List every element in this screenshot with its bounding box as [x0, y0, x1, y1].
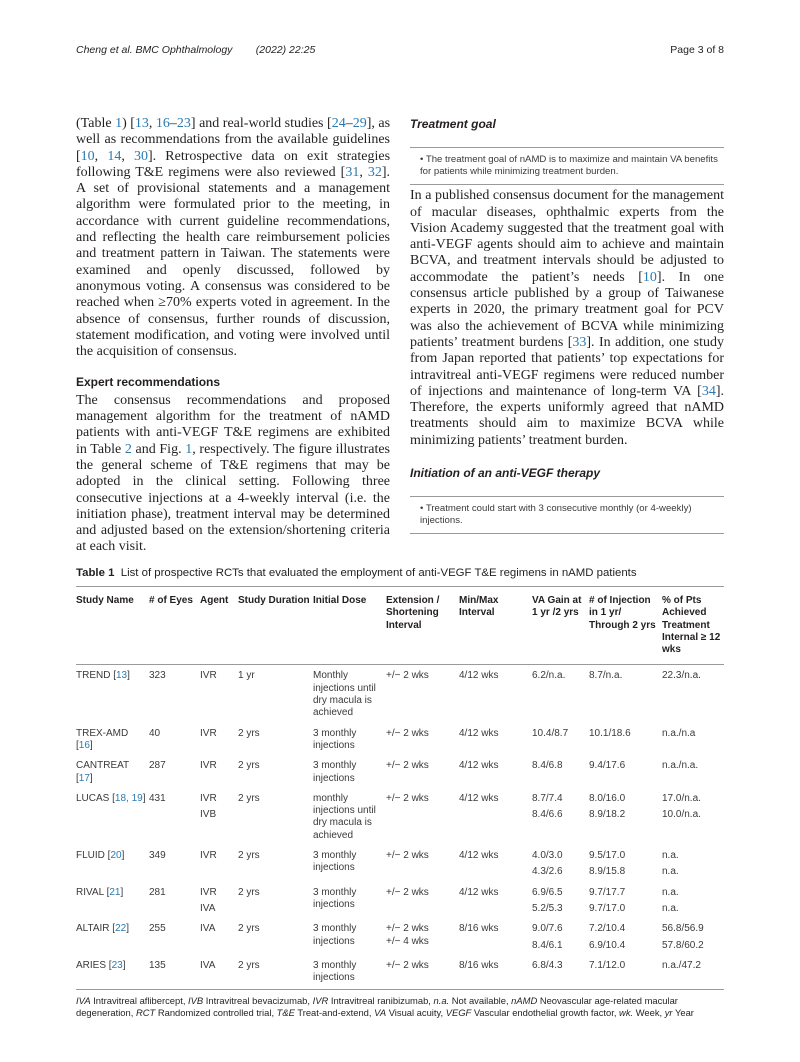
- eyes-cell: 287: [149, 760, 166, 772]
- cell-value: n.a./47.2: [662, 959, 701, 971]
- table-caption-text: List of prospective RCTs that evaluated the employment of anti-VEGF T&E regimens in nAMD patients: [120, 567, 637, 579]
- cell-value: 8.4/6.1: [532, 939, 563, 951]
- extension-cell: [386, 723, 459, 756]
- recommendation-box: [410, 147, 724, 185]
- abbreviation: IVA: [76, 995, 91, 1007]
- cell-value: 8.0/16.0: [589, 792, 626, 804]
- cell-value: 8.9/18.2: [589, 809, 626, 821]
- duration-cell: 2 yrs: [238, 955, 313, 990]
- cell-value: +/− 2 wks: [386, 760, 429, 772]
- column-header: Study Duration: [238, 587, 313, 665]
- agent-cell: [200, 955, 238, 990]
- extension-cell: [386, 665, 459, 723]
- eyes-cell: 40: [149, 727, 161, 739]
- abbreviation: IVR: [312, 995, 329, 1007]
- abbreviation: wk.: [619, 1007, 634, 1019]
- table-row: [76, 723, 724, 756]
- cell-value: 6.2/n.a.: [532, 670, 566, 682]
- table-row: [76, 788, 724, 845]
- abbreviation: RCT: [135, 1007, 156, 1019]
- percent-cell: [662, 723, 724, 756]
- duration-cell: 2 yrs: [238, 760, 260, 772]
- abbreviation: VA: [374, 1007, 387, 1019]
- cell-value: +/− 2 wks: [386, 792, 429, 804]
- cell-value: IVR: [200, 760, 217, 772]
- column-header: # of Eyes: [149, 587, 200, 665]
- cell-value: 4.0/3.0: [532, 850, 563, 862]
- body-paragraph: (Table 1) [13, 16–23] and real-world studies [24–29], as well as recommendations from the available guidelines [10, 14, 30]. Retrospective data on exit strategies following T&E regimens were also reviewed [31, 32]. A set of provisional statements and a management algorithm were formulated prior to the meeting, in accordance with current guideline recommendations, and reflecting the health care reimbursement policies and treatment pattern in Taiwan. The statements were examined and openly discussed, followed by anonymous voting. A consensus was considered to be reached when ≥70% experts voted in agreement. In the absence of consensus, further rounds of discussion, statement modification, and voting were involved until the acquisition of consensus.: [76, 116, 391, 360]
- va-gain-cell: [532, 665, 589, 723]
- citation-link[interactable]: 1: [115, 116, 123, 131]
- va-gain-cell: [532, 845, 589, 882]
- abbreviation: T&E: [276, 1007, 295, 1019]
- recommendation-text: • Treatment could start with 3 consecutive monthly (or 4-weekly) injections.: [420, 503, 692, 527]
- cell-value: 9.5/17.0: [589, 850, 626, 862]
- citation-link[interactable]: 24: [331, 116, 346, 131]
- min-max-cell: 4/12 wks: [459, 727, 499, 739]
- column-header: Agent: [200, 587, 238, 665]
- citation-link[interactable]: 30: [133, 148, 148, 164]
- left-column: [76, 116, 390, 556]
- citation-link[interactable]: 21: [109, 886, 121, 898]
- agent-cell: [200, 788, 238, 845]
- citation-link[interactable]: 16: [78, 739, 90, 751]
- study-name-cell: TREX-AMD [16]: [76, 727, 129, 751]
- cell-value: 22.3/n.a.: [662, 670, 701, 682]
- agent-cell: [200, 665, 238, 723]
- table-row: [76, 918, 724, 955]
- cell-value: 17.0/n.a.: [662, 792, 701, 804]
- cell-value: +/− 2 wks: [386, 850, 429, 862]
- va-gain-cell: [532, 723, 589, 756]
- citation-link[interactable]: 2: [124, 441, 132, 457]
- cell-value: +/− 2 wks: [386, 959, 429, 971]
- initial-dose-cell: 3 monthly injections: [313, 886, 357, 910]
- cell-value: 5.2/5.3: [532, 902, 563, 914]
- cell-value: 8.7/7.4: [532, 792, 563, 804]
- cell-value: 6.9/6.5: [532, 886, 563, 898]
- percent-cell: [662, 918, 724, 955]
- duration-cell: 2 yrs: [238, 886, 260, 898]
- abbreviation: n.a.: [433, 995, 450, 1007]
- cell-value: 7.1/12.0: [589, 959, 626, 971]
- citation-link[interactable]: 13: [134, 116, 149, 131]
- cell-value: 9.7/17.7: [589, 886, 626, 898]
- abbreviation: VEGF: [445, 1007, 472, 1019]
- study-name-cell: ARIES [23]: [76, 955, 149, 990]
- cell-value: 8.7/n.a.: [589, 670, 623, 682]
- cell-value: 8.4/6.6: [532, 809, 563, 821]
- percent-cell: [662, 788, 724, 845]
- duration-cell: 1 yr: [238, 670, 255, 682]
- abbreviation: nAMD: [511, 995, 538, 1007]
- injections-cell: [589, 755, 662, 788]
- column-header: % of Pts Achieved Treatment Internal ≥ 12 wks: [662, 587, 724, 665]
- table-label: Table 1: [76, 567, 115, 579]
- va-gain-cell: [532, 755, 589, 788]
- initial-dose-cell: 3 monthly injections: [313, 955, 386, 990]
- study-name-cell: RIVAL [21]: [76, 886, 124, 898]
- abbreviation: IVB: [188, 995, 204, 1007]
- subsection-heading: Initiation of an anti-VEGF therapy: [410, 466, 601, 481]
- min-max-cell: 8/16 wks: [459, 923, 499, 935]
- citation-link[interactable]: 18, 19: [114, 792, 143, 804]
- citation-link[interactable]: 17: [78, 772, 90, 784]
- initial-dose-cell: 3 monthly injections: [313, 923, 357, 947]
- cell-value: IVA: [200, 923, 216, 935]
- va-gain-cell: [532, 882, 589, 919]
- initial-dose-cell: 3 monthly injections: [313, 760, 357, 784]
- cell-value: IVA: [200, 959, 216, 971]
- recommendation-text: • The treatment goal of nAMD is to maximize and maintain VA benefits for patients while minimizing treatment burden.: [420, 154, 718, 178]
- cell-value: n.a./n.a.: [662, 760, 699, 772]
- agent-cell: [200, 723, 238, 756]
- extension-cell: [386, 955, 459, 990]
- table-1: [76, 566, 724, 1019]
- cell-value: 10.0/n.a.: [662, 809, 701, 821]
- initial-dose-cell: 3 monthly injections: [313, 727, 357, 751]
- citation: (2022) 22:25: [255, 44, 316, 56]
- cell-value: 57.8/60.2: [662, 939, 704, 951]
- cell-value: 9.4/17.6: [589, 760, 626, 772]
- initial-dose-cell: monthly injections until dry macula is achieved: [313, 792, 376, 841]
- cell-value: 8.4/6.8: [532, 760, 563, 772]
- injections-cell: [589, 788, 662, 845]
- eyes-cell: 431: [149, 792, 166, 804]
- right-column: [410, 116, 724, 534]
- subsection-heading: Treatment goal: [410, 117, 496, 131]
- cell-value: n.a.: [662, 886, 679, 898]
- initial-dose-cell: Monthly injections until dry macula is achieved: [313, 670, 376, 719]
- percent-cell: [662, 665, 724, 723]
- body-paragraph: The consensus recommendations and proposed management algorithm for the treatment of nAMD patients with anti-VEGF T&E regimens are exhibited in Table 2 and Fig. 1, respectively. The figure illustrates the general scheme of T&E regimens that may be adopted in the clinical setting. Following three consecutive injections at a 4-weekly interval (i.e. the initiation phase), treatment interval may be determined and adjusted based on the extension/shortening criteria at each visit.: [76, 392, 391, 555]
- cell-value: 6.8/4.3: [532, 959, 563, 971]
- cell-value: IVA: [200, 902, 216, 914]
- agent-cell: [200, 918, 238, 955]
- column-header: # of Injection in 1 yr/ Through 2 yrs: [589, 587, 662, 665]
- running-header: [76, 44, 315, 56]
- injections-cell: [589, 955, 662, 990]
- extension-cell: [386, 845, 459, 882]
- table-row: [76, 882, 724, 919]
- extension-cell: [386, 918, 459, 955]
- agent-cell: [200, 755, 238, 788]
- cell-value: +/− 2 wks: [386, 727, 429, 739]
- percent-cell: [662, 845, 724, 882]
- table-row: [76, 755, 724, 788]
- duration-cell: 2 yrs: [238, 792, 260, 804]
- cell-value: 56.8/56.9: [662, 923, 704, 935]
- agent-cell: [200, 845, 238, 882]
- injections-cell: [589, 918, 662, 955]
- percent-cell: [662, 955, 724, 990]
- citation-link[interactable]: 1: [185, 441, 193, 457]
- table-row: [76, 845, 724, 882]
- injections-cell: [589, 882, 662, 919]
- va-gain-cell: [532, 788, 589, 845]
- min-max-cell: 4/12 wks: [459, 886, 499, 898]
- eyes-cell: 281: [149, 886, 166, 898]
- cell-value: n.a./n.a: [662, 727, 696, 739]
- cell-value: +/− 2 wks: [386, 923, 429, 935]
- study-name-cell: TREND [13]: [76, 670, 130, 682]
- citation-link[interactable]: 16: [155, 116, 170, 131]
- cell-value: 4.3/2.6: [532, 866, 563, 878]
- table-footnote: IVA Intravitreal aflibercept, IVB Intravitreal bevacizumab, IVR Intravitreal ranibizumab, n.a. Not available, nAMD Neovascular age-related macular degeneration, RCT Randomized controlled trial, T&E Treat-and-extend, VA Visual acuity, VEGF Vascular endothelial growth factor, wk. Week, yr Year: [76, 995, 694, 1019]
- column-header: Min/Max Interval: [459, 587, 532, 665]
- table-body: [76, 665, 724, 990]
- cell-value: +/− 4 wks: [386, 935, 429, 947]
- table-row: [76, 665, 724, 723]
- duration-cell: 2 yrs: [238, 923, 260, 935]
- study-name-cell: LUCAS [18, 19]: [76, 792, 146, 804]
- citation-link[interactable]: 23: [176, 116, 191, 131]
- citation-link[interactable]: 22: [115, 923, 127, 935]
- citation-link[interactable]: 23: [111, 959, 123, 971]
- min-max-cell: 4/12 wks: [459, 792, 499, 804]
- min-max-cell: 4/12 wks: [459, 670, 499, 682]
- cell-value: IVR: [200, 792, 217, 804]
- extension-cell: [386, 788, 459, 845]
- extension-cell: [386, 882, 459, 919]
- eyes-cell: 349: [149, 850, 166, 862]
- cell-value: +/− 2 wks: [386, 886, 429, 898]
- trials-table: [76, 587, 724, 990]
- citation-link[interactable]: 33: [572, 334, 587, 350]
- percent-cell: [662, 882, 724, 919]
- duration-cell: 2 yrs: [238, 850, 260, 862]
- cell-value: 7.2/10.4: [589, 923, 626, 935]
- injections-cell: [589, 665, 662, 723]
- column-header: Study Name: [76, 587, 149, 665]
- cell-value: IVB: [200, 809, 217, 821]
- table-row: [76, 955, 724, 990]
- abbreviation: yr: [664, 1007, 673, 1019]
- table-caption: [76, 566, 724, 580]
- cell-value: IVR: [200, 727, 217, 739]
- cell-value: 10.1/18.6: [589, 727, 631, 739]
- column-header: Initial Dose: [313, 587, 386, 665]
- study-name-cell: ALTAIR [22]: [76, 923, 129, 935]
- cell-value: IVR: [200, 850, 217, 862]
- min-max-cell: 4/12 wks: [459, 850, 499, 862]
- va-gain-cell: [532, 955, 589, 990]
- citation-link[interactable]: 32: [367, 164, 382, 180]
- eyes-cell: 135: [149, 955, 200, 990]
- citation-link[interactable]: 14: [107, 148, 122, 164]
- study-name-cell: CANTREAT [17]: [76, 760, 129, 784]
- journal-name: Cheng et al. BMC Ophthalmology: [76, 44, 233, 56]
- page-number: Page 3 of 8: [670, 44, 724, 56]
- citation-link[interactable]: 10: [642, 269, 657, 285]
- cell-value: IVR: [200, 886, 217, 898]
- initial-dose-cell: 3 monthly injections: [313, 850, 357, 874]
- citation-link[interactable]: 20: [110, 850, 122, 862]
- min-max-cell: 8/16 wks: [459, 955, 532, 990]
- column-header: VA Gain at 1 yr /2 yrs: [532, 587, 589, 665]
- va-gain-cell: [532, 918, 589, 955]
- study-name-cell: FLUID [20]: [76, 850, 125, 862]
- citation-link[interactable]: 31: [345, 164, 360, 180]
- citation-link[interactable]: 34: [701, 383, 716, 399]
- injections-cell: [589, 723, 662, 756]
- cell-value: 6.9/10.4: [589, 939, 626, 951]
- extension-cell: [386, 755, 459, 788]
- eyes-cell: 255: [149, 923, 166, 935]
- cell-value: 8.9/15.8: [589, 866, 626, 878]
- table-header-row: [76, 587, 724, 665]
- citation-link[interactable]: 29: [352, 116, 367, 131]
- percent-cell: [662, 755, 724, 788]
- eyes-cell: 323: [149, 670, 166, 682]
- injections-cell: [589, 845, 662, 882]
- cell-value: 9.0/7.6: [532, 923, 563, 935]
- section-heading: Expert recommendations: [76, 375, 221, 390]
- cell-value: 9.7/17.0: [589, 902, 626, 914]
- citation-link[interactable]: 10: [80, 148, 95, 164]
- min-max-cell: 4/12 wks: [459, 760, 499, 772]
- column-header: Extension / Shortening Interval: [386, 587, 459, 665]
- body-paragraph: In a published consensus document for the management of macular diseases, ophthalmic experts from the Vision Academy suggested that the treatment goal with anti-VEGF agents should aim to achieve and maintain BCVA, and treatment intervals should be adjusted to accommodate the patient’s needs [10]. In one consensus article published by a group of Taiwanese experts in 2020, the primary treatment goal for PCV was also the achievement of BCVA while minimizing patients’ treatment burdens [33]. In addition, one study from Japan reported that patients’ top expectations for intravitreal anti-VEGF regimens were reduced number of injections and maintenance of long-term VA [34]. Therefore, the experts uniformly agreed that nAMD treatments should aim to maximize BCVA while minimizing patients’ treatment burden.: [410, 188, 724, 448]
- agent-cell: [200, 882, 238, 919]
- cell-value: n.a.: [662, 850, 679, 862]
- cell-value: IVR: [200, 670, 217, 682]
- cell-value: n.a.: [662, 866, 679, 878]
- cell-value: 10.4/8.7: [532, 727, 569, 739]
- duration-cell: 2 yrs: [238, 727, 260, 739]
- cell-value: n.a.: [662, 902, 679, 914]
- citation-link[interactable]: 13: [116, 670, 128, 682]
- recommendation-box: [410, 496, 724, 534]
- cell-value: +/− 2 wks: [386, 670, 429, 682]
